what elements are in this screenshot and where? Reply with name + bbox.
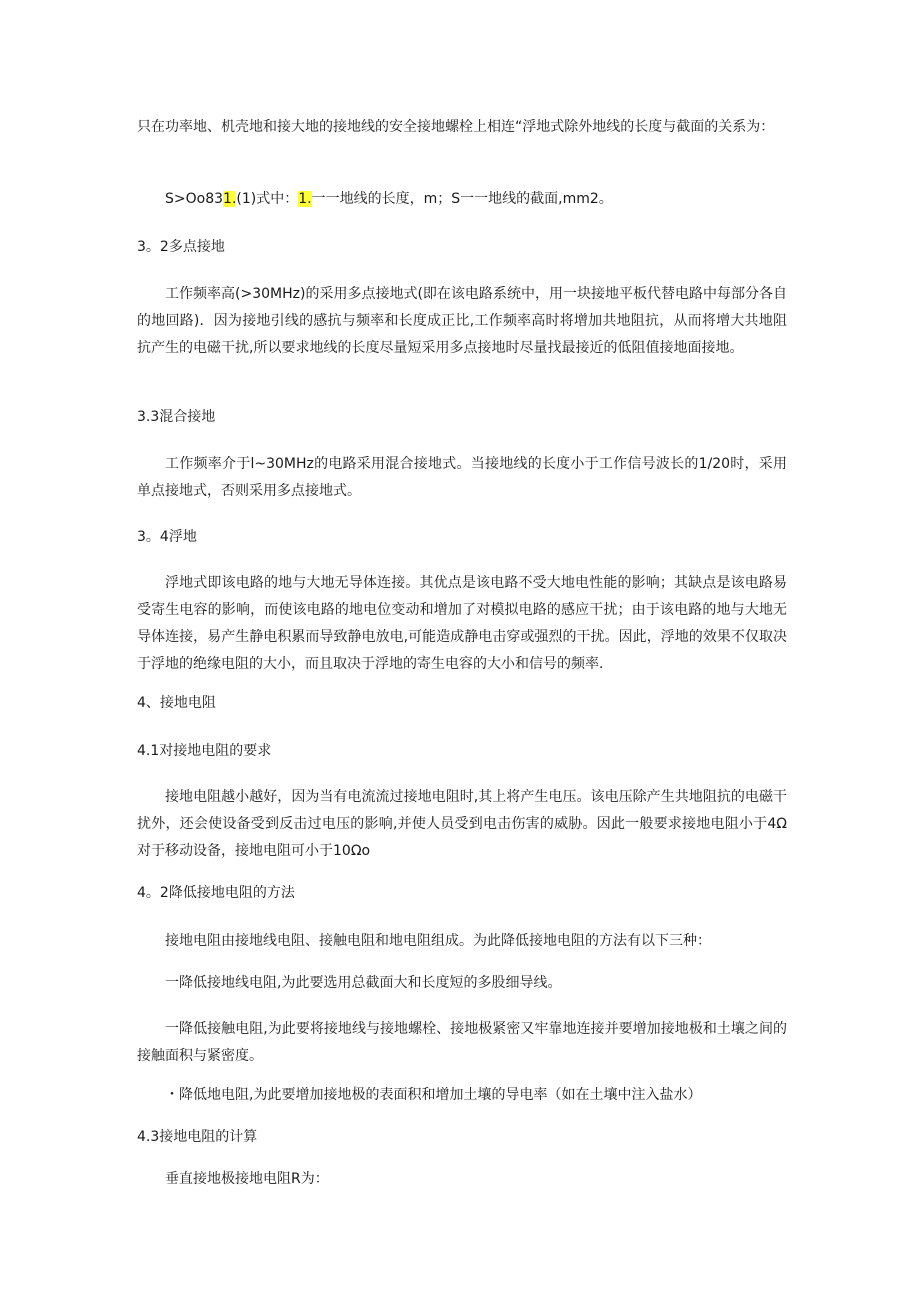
intro-paragraph: 只在功率地、机壳地和接大地的接地线的安全接地螺栓上相连“浮地式除外地线的长度与截面的关系为： (137, 119, 775, 135)
section-heading-3-2: 3。2多点接地 (137, 239, 225, 255)
formula-expression: S>Oo83 (165, 191, 224, 207)
formula-definitions: 一一地线的长度，m；S一一地线的截面,mm2。 (311, 191, 613, 207)
section-heading-3-3: 3.3混合接地 (137, 409, 216, 425)
formula-equation-number: (1)式中： (236, 191, 299, 207)
section-heading-3-4: 3。4浮地 (137, 529, 197, 545)
section-heading-4-3: 4.3接地电阻的计算 (137, 1129, 258, 1145)
section-heading-4-1: 4.1对接地电阻的要求 (137, 743, 272, 759)
section-heading-4: 4、接地电阻 (137, 695, 216, 711)
list-item-4-2-a: 一降低接地线电阻,为此要选用总截面大和长度短的多股细导线。 (165, 975, 562, 991)
formula-line (137, 186, 787, 213)
highlighted-text: 1. (298, 191, 312, 207)
paragraph-3-3: 工作频率介于l~30MHz的电路采用混合接地式。当接地线的长度小于工作信号波长的1/20时，采用单点接地式，否则采用多点接地式。 (137, 456, 787, 499)
paragraph-3-4: 浮地式即该电路的地与大地无导体连接。其优点是该电路不受大地电性能的影响；其缺点是该电路易受寄生电容的影响，而使该电路的地电位变动和增加了对模拟电路的感应干扰；由于该电路的地与大地无导体连接，易产生静电积累而导致静电放电,可能造成静电击穿或强烈的干扰。因此，浮地的效果不仅取决于浮地的绝缘电阻的大小，而且取决于浮地的寄生电容的大小和信号的频率. (137, 575, 787, 672)
list-item-4-2-c: ・降低地电阻,为此要增加接地极的表面积和增加土壤的导电率（如在土壤中注入盐水） (165, 1087, 702, 1103)
paragraph-4-1: 接地电阻越小越好，因为当有电流流过接地电阻时,其上将产生电压。该电压除产生共地阻抗的电磁干扰外，还会使设备受到反击过电压的影响,并使人员受到电击伤害的威胁。因此一般要求接地电阻小于4Ω对于移动设备，接地电阻可小于10Ωo (137, 789, 787, 859)
paragraph-3-2: 工作频率高(>30MHz)的采用多点接地式(即在该电路系统中，用一块接地平板代替电路中每部分各自的地回路)．因为接地引线的感抗与频率和长度成正比,工作频率高时将增加共地阻抗，从而将增大共地阻抗产生的电磁干扰,所以要求地线的长度尽量短采用多点接地时尽量找最接近的低阻值接地面接地。 (137, 286, 787, 356)
highlighted-text: 1. (223, 191, 237, 207)
list-item-4-2-b: 一降低接触电阻,为此要将接地线与接地螺栓、接地极紧密又牢靠地连接并要增加接地极和土壤之间的接触面积与紧密度。 (137, 1021, 787, 1064)
section-heading-4-2: 4。2降低接地电阻的方法 (137, 885, 295, 901)
paragraph-4-2: 接地电阻由接地线电阻、接触电阻和地电阻组成。为此降低接地电阻的方法有以下三种： (165, 933, 711, 949)
paragraph-4-3: 垂直接地极接地电阻R为： (165, 1171, 329, 1187)
